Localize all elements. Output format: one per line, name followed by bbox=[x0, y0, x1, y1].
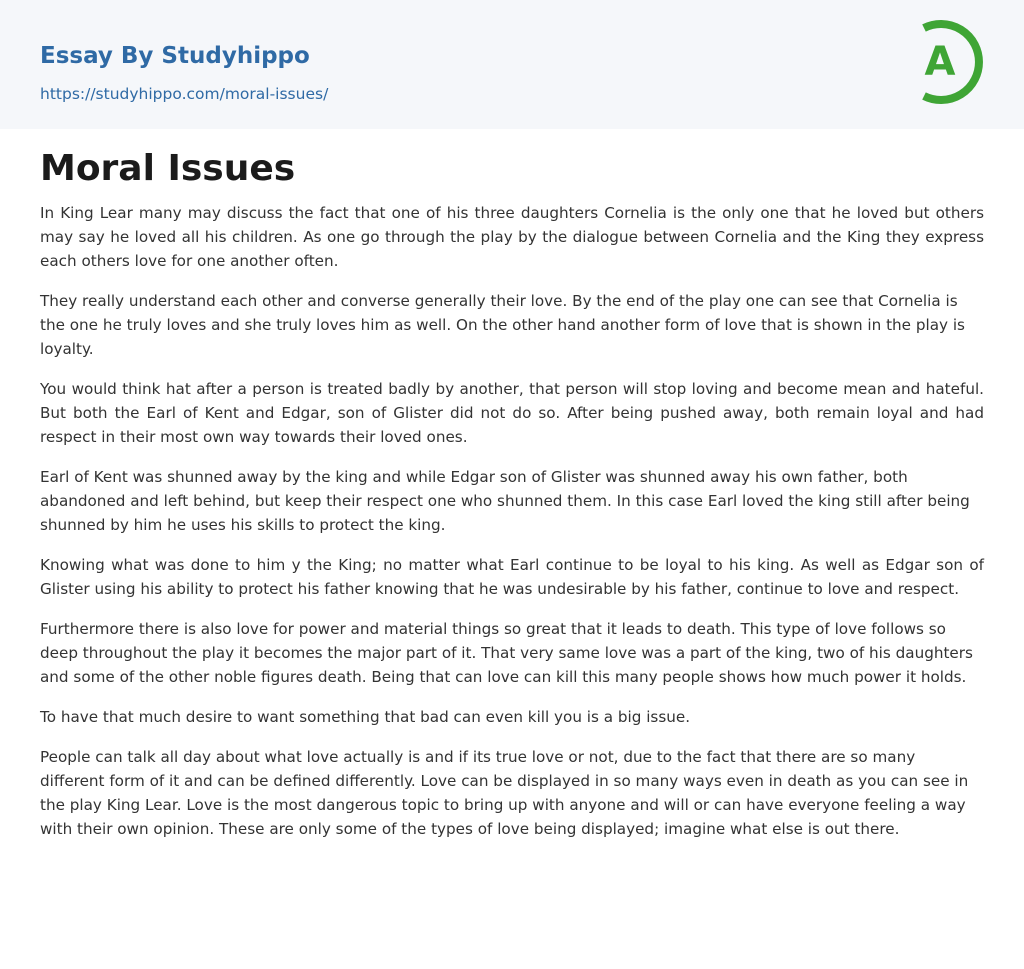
essay-source-title: Essay By Studyhippo bbox=[40, 43, 310, 69]
essay-body bbox=[40, 201, 984, 841]
studyhippo-a-logo-icon[interactable] bbox=[912, 18, 988, 106]
logo-letter: A bbox=[924, 39, 956, 85]
essay-paragraph-6: Furthermore there is also love for power and material things so great that it leads to death. This type of love follows so deep throughout the play it becomes the major part of it. That very same love was a part of the king, two of his daughters and some of the other noble figures death. Being that can love can kill this many people shows how much power it holds. bbox=[40, 620, 973, 686]
essay-paragraph-5: Knowing what was done to him y the King; no matter what Earl continue to be loyal to his king. As well as Edgar son of Glister using his ability to protect his father knowing that he was undesirable by his father, continue to love and respect. bbox=[40, 556, 984, 598]
essay-url-link[interactable]: https://studyhippo.com/moral-issues/ bbox=[40, 85, 329, 103]
page-title: Moral Issues bbox=[40, 148, 296, 189]
site-header bbox=[0, 0, 1024, 129]
essay-paragraph-4: Earl of Kent was shunned away by the king and while Edgar son of Glister was shunned away his own father, both abandoned and left behind, but keep their respect one who shunned them. In this case Earl loved the king still after being shunned by him he uses his skills to protect the king. bbox=[40, 468, 970, 534]
essay-paragraph-1: In King Lear many may discuss the fact that one of his three daughters Cornelia is the only one that he loved but others may say he loved all his children. As one go through the play by the dialogue between Cornelia and the King they express each others love for one another often. bbox=[40, 204, 984, 270]
essay-paragraph-3: You would think hat after a person is treated badly by another, that person will stop loving and become mean and hateful. But both the Earl of Kent and Edgar, son of Glister did not do so. After being pushed away, both remain loyal and had respect in their most own way towards their loved ones. bbox=[40, 380, 984, 446]
essay-paragraph-8: People can talk all day about what love actually is and if its true love or not, due to the fact that there are so many different form of it and can be defined differently. Love can be displayed in so many ways even in death as you can see in the play King Lear. Love is the most dangerous topic to bring up with anyone and will or can have everyone feeling a way with their own opinion. These are only some of the types of love being displayed; imagine what else is out there. bbox=[40, 748, 969, 838]
essay-paragraph-7: To have that much desire to want something that bad can even kill you is a big issue. bbox=[40, 708, 691, 726]
main-content bbox=[0, 129, 1024, 841]
essay-paragraph-2: They really understand each other and converse generally their love. By the end of the play one can see that Cornelia is the one he truly loves and she truly loves him as well. On the other hand another form of love that is shown in the play is loyalty. bbox=[40, 292, 965, 358]
